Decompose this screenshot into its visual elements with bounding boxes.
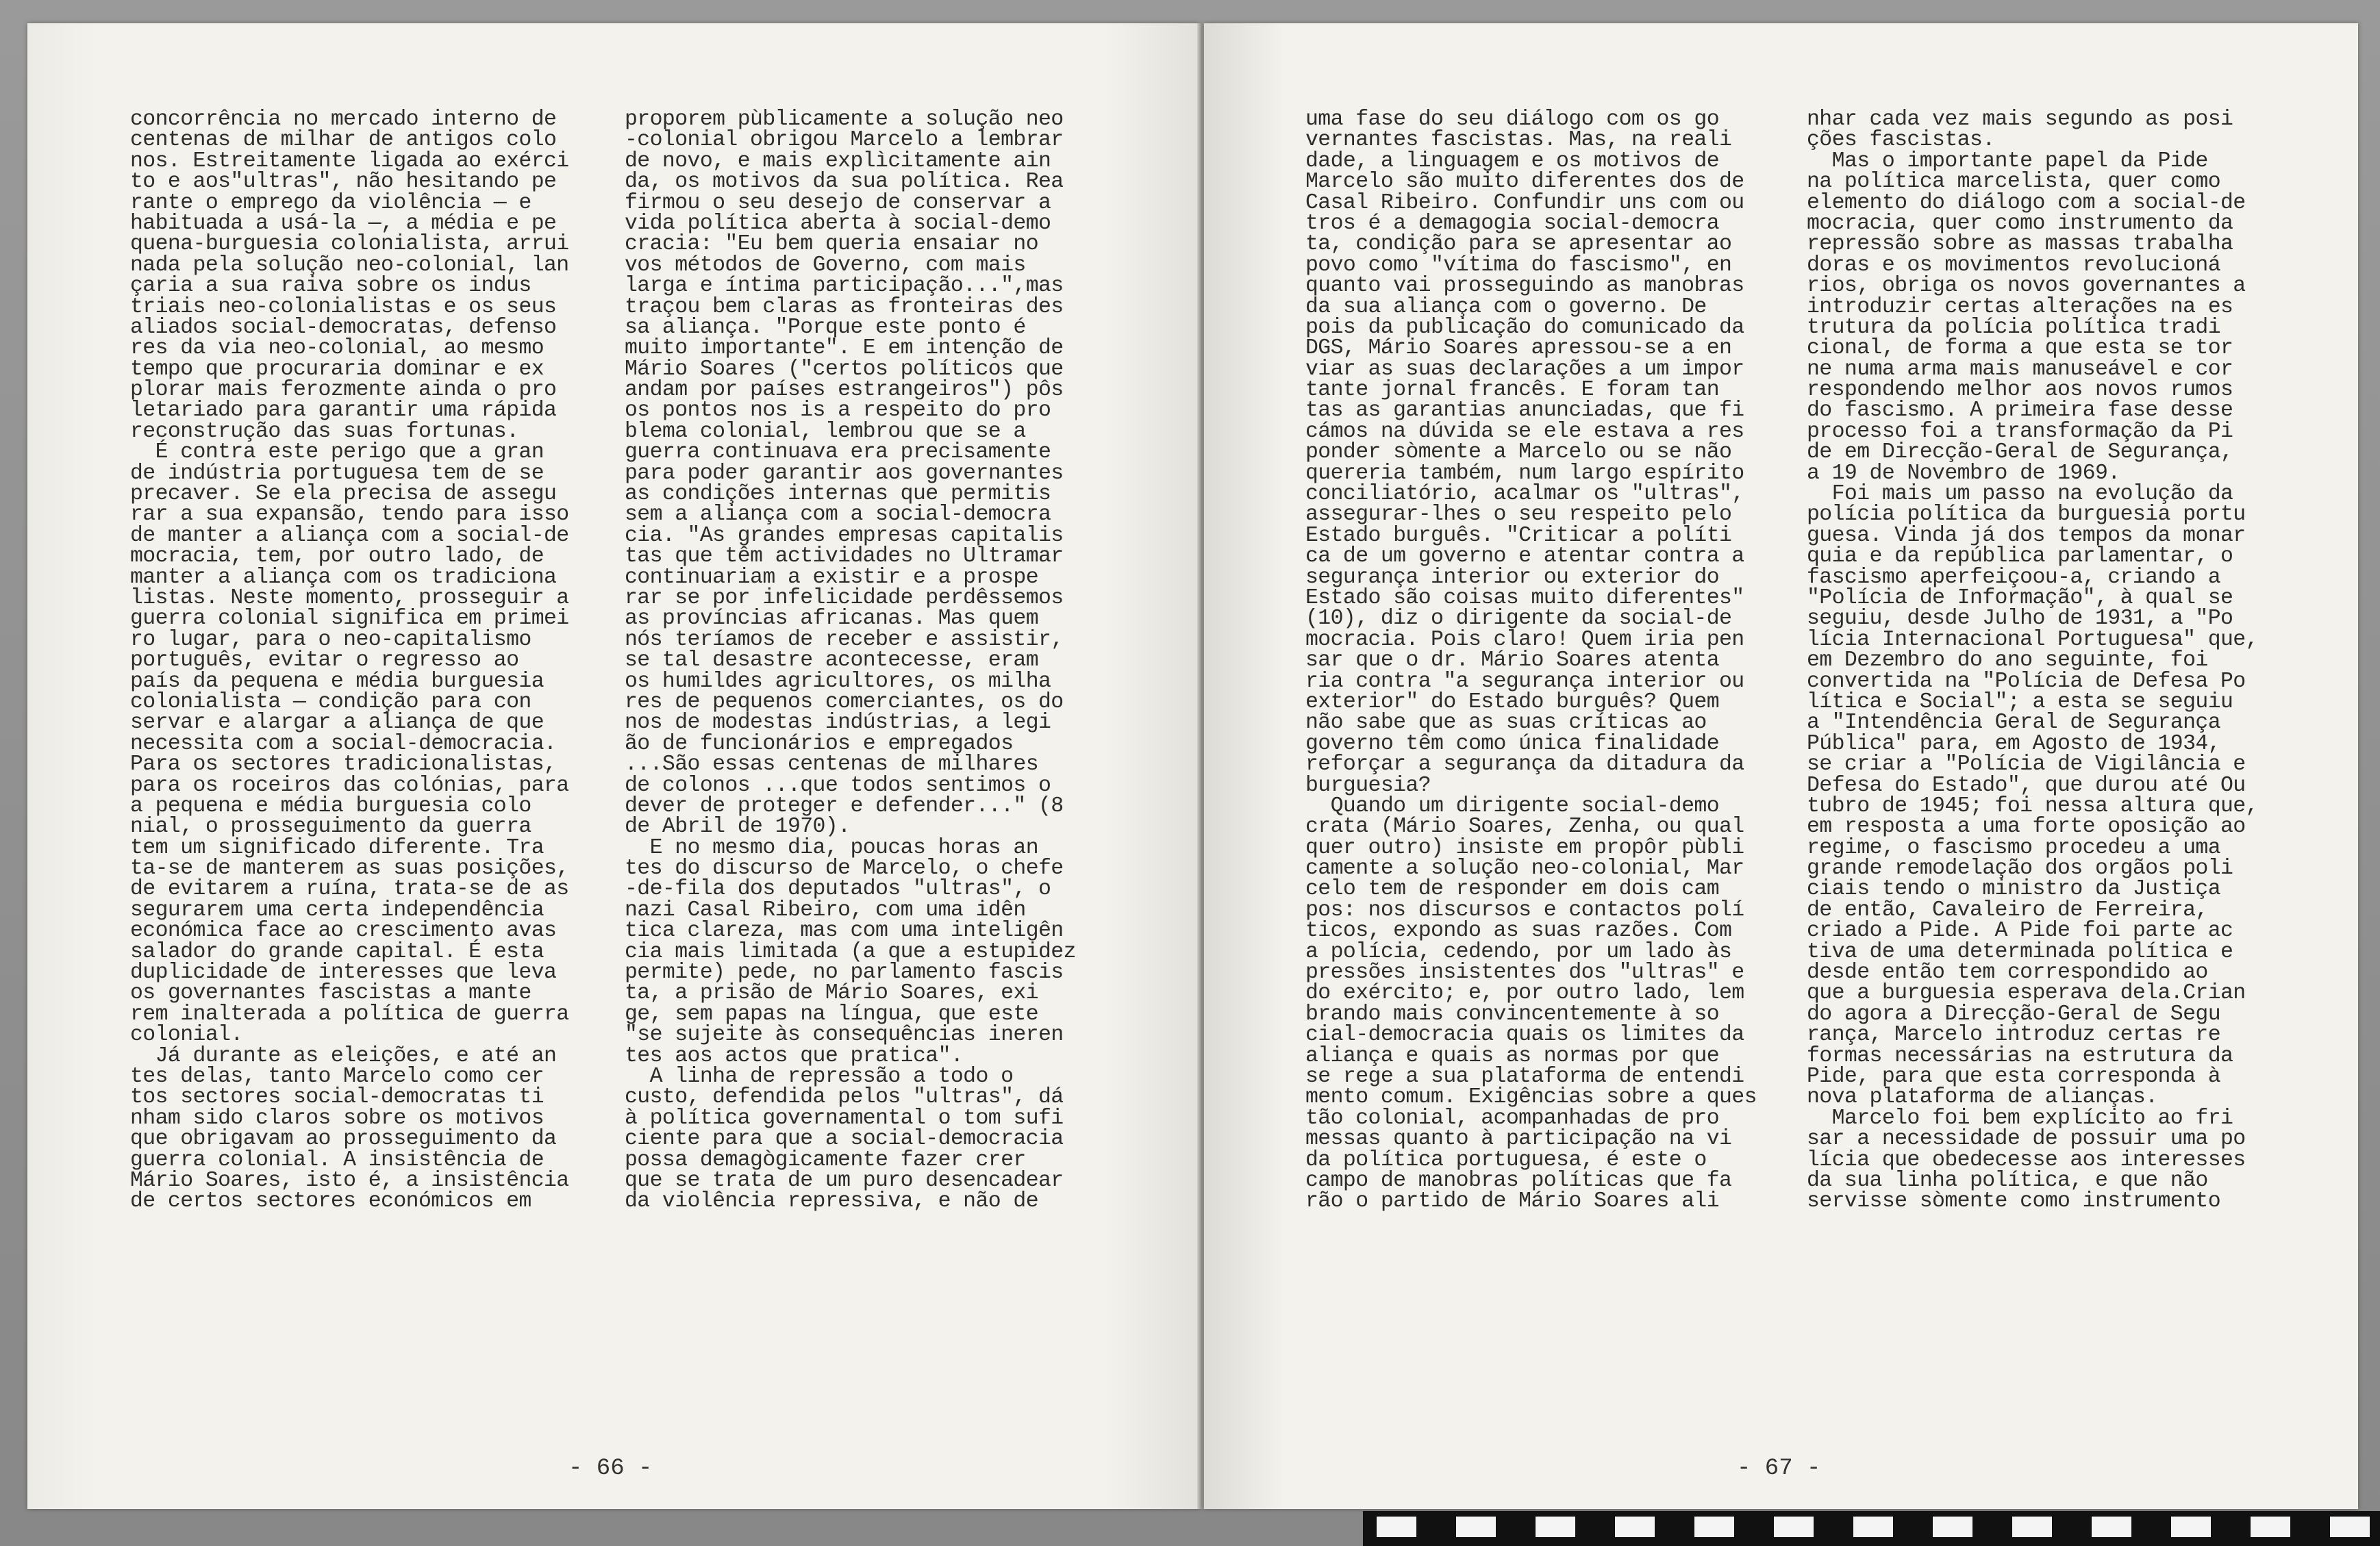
text-line: colonial. [130,1023,243,1048]
text-line: ão de funcionários e empregados [625,731,1014,756]
text-line: dade, a linguagem e os motivos de [1305,149,1720,173]
page-number: - 67 - [1737,1456,1821,1482]
text-line: tão colonial, acompanhadas de pro [1305,1106,1720,1130]
text-line: a 19 de Novembro de 1969. [1807,461,2120,485]
text-line: (10), diz o dirigente da social-de [1305,607,1732,631]
text-line: de evitarem a ruína, trata-se de as [130,877,569,902]
text-line: A linha de repressão a todo o [625,1064,1014,1089]
text-line: tempo que procuraria dominar e ex [130,357,544,381]
text-line: que obrigavam ao prosseguimento da [130,1127,557,1152]
text-line: Para os sectores tradicionalistas, [130,752,557,777]
text-line: centenas de milhar de antigos colo [130,128,557,153]
text-line: fascismo aperfeiçoou-a, criando a [1807,565,2221,590]
text-line: para poder garantir aos governantes [625,461,1064,485]
text-line: de manter a aliança com a social-de [130,523,569,548]
text-line: cional, de forma a que esta se tor [1807,336,2233,361]
text-line: a "Intendência Geral de Segurança [1807,711,2221,735]
text-line: pois da publicação do comunicado da [1305,315,1744,340]
text-line: tem um significado diferente. Tra [130,835,544,860]
text-line: traçou bem claras as fronteiras des [625,294,1064,319]
right-page-column-1 [1305,107,1785,1214]
text-line: mocracia, quer como instrumento da [1807,211,2233,236]
text-line: nos. Estreitamente ligada ao exérci [130,149,569,173]
text-line: proporem pùblicamente a solução neo [625,107,1064,131]
text-line: da política portuguesa, é este o [1305,1148,1707,1172]
text-line: tica clareza, mas com uma inteligên [625,919,1064,943]
text-line: nós teríamos de receber e assistir, [625,627,1064,652]
text-line: ro lugar, para o neo-capitalismo [130,627,531,652]
text-line: ca de um governo e atentar contra a [1305,544,1744,569]
text-line: firmou o seu desejo de conservar a [625,190,1051,215]
text-line: sa aliança. "Porque este ponto é [625,315,1026,340]
text-line: permite) pede, no parlamento fascis [625,961,1064,985]
text-line: de indústria portuguesa tem de se [130,461,544,485]
text-line: nazi Casal Ribeiro, com uma idên [625,898,1026,922]
text-line: da sua aliança com o governo. De [1305,294,1707,319]
text-line: camente a solução neo-colonial, Mar [1305,857,1744,881]
text-line: os pontos nos is a respeito do pro [625,398,1051,423]
text-line: sar a necessidade de possuir uma po [1807,1127,2246,1152]
ruler-segment [2330,1517,2370,1537]
text-line: custo, defendida pelos "ultras", dá [625,1085,1064,1110]
text-line: -colonial obrigou Marcelo a lembrar [625,128,1064,153]
text-line: cia. "As grandes empresas capitalis [625,523,1064,548]
text-line: cia mais limitada (a que a estupidez [625,939,1076,964]
text-line: assegurar-lhes o seu respeito pelo [1305,503,1732,527]
text-line: de em Direcção-Geral de Segurança, [1807,440,2233,465]
ruler-segment [1377,1517,1416,1537]
text-line: quereria também, num largo espírito [1305,461,1744,485]
text-line: ta-se de manterem as suas posições, [130,857,569,881]
text-line: sar que o dr. Mário Soares atenta [1305,648,1720,673]
text-line: -de-fila dos deputados "ultras", o [625,877,1051,902]
text-line: nham sido claros sobre os motivos [130,1106,544,1130]
text-line: governo têm como única finalidade [1305,731,1720,756]
text-line: mocracia, tem, por outro lado, de [130,544,544,569]
text-line: do fascismo. A primeira fase desse [1807,398,2233,423]
text-line: quia e da república parlamentar, o [1807,544,2233,569]
text-line: de certos sectores económicos em [130,1189,531,1214]
text-line: guerra continuava era precisamente [625,440,1051,465]
text-line: plorar mais ferozmente ainda o pro [130,378,557,403]
text-line: Estado burguês. "Criticar a políti [1305,523,1732,548]
text-line: ta, condição para se apresentar ao [1305,232,1732,257]
text-line: Quando um dirigente social-demo [1305,794,1720,818]
text-line: É contra este perigo que a gran [130,440,544,465]
ruler-segment [2171,1517,2211,1537]
text-line: "Polícia de Informação", à qual se [1807,585,2233,610]
text-line: rar se por infelicidade perdêssemos [625,585,1064,610]
text-line: Marcelo são muito diferentes dos de [1305,170,1744,194]
text-line: pos: nos discursos e contactos polí [1305,898,1744,922]
text-line: conciliatório, acalmar os "ultras", [1305,482,1744,507]
text-line: tos sectores social-democratas ti [130,1085,544,1110]
text-line: triais neo-colonialistas e os seus [130,294,557,319]
text-line: grande remodelação dos orgãos poli [1807,857,2233,881]
text-line: mocracia. Pois claro! Quem iria pen [1305,627,1744,652]
text-line: servar e alargar a aliança de que [130,711,544,735]
ruler-segment [2092,1517,2131,1537]
text-line: aliados social-democratas, defenso [130,315,557,340]
text-line: Estado são coisas muito diferentes" [1305,585,1744,610]
text-line: larga e íntima participação...",mas [625,274,1064,299]
text-line: res da via neo-colonial, ao mesmo [130,336,544,361]
text-line: letariado para garantir uma rápida [130,398,557,423]
ruler-segment [1536,1517,1575,1537]
text-line: vernantes fascistas. Mas, na reali [1305,128,1732,153]
text-line: continuariam a existir e a prospe [625,565,1039,590]
text-line: de Abril de 1970). [625,815,851,839]
page-number: - 66 - [568,1456,653,1482]
text-line: reforçar a segurança da ditadura da [1305,752,1744,777]
text-line: nova plataforma de alianças. [1807,1085,2158,1110]
text-line: os governantes fascistas a mante [130,981,531,1006]
text-line: não sabe que as suas críticas ao [1305,711,1707,735]
text-line: habituada a usá-la —, a média e pe [130,211,557,236]
text-line: desde então tem correspondido ao [1807,961,2208,985]
text-line: segurança interior ou exterior do [1305,565,1720,590]
text-line: elemento do diálogo com a social-de [1807,190,2246,215]
text-line: reconstrução das suas fortunas. [130,419,519,444]
text-line: ciais tendo o ministro da Justiça [1807,877,2221,902]
text-line: que a burguesia esperava dela.Crian [1807,981,2246,1006]
text-line: criado a Pide. A Pide foi parte ac [1807,919,2233,943]
text-line: Mário Soares, isto é, a insistência [130,1168,569,1193]
text-line: lítica e Social"; a esta se seguiu [1807,689,2233,714]
text-line: tiva de uma determinada política e [1807,939,2233,964]
text-line: colonialista — condição para con [130,689,531,714]
text-line: guerra colonial significa em primei [130,607,569,631]
text-line: na política marcelista, quer como [1807,170,2221,194]
text-line: nada pela solução neo-colonial, lan [130,253,569,277]
text-line: tas as garantias anunciadas, que fi [1305,398,1744,423]
text-line: rão o partido de Mário Soares ali [1305,1189,1720,1214]
text-line: rança, Marcelo introduz certas re [1807,1023,2221,1048]
text-line: repressão sobre as massas trabalha [1807,232,2233,257]
text-line: português, evitar o regresso ao [130,648,519,673]
text-line: sem a aliança com a social-democra [625,503,1051,527]
right-page [1204,23,2358,1509]
text-line: cámos na dúvida se ele estava a res [1305,419,1744,444]
text-line: polícia política da burguesia portu [1807,503,2246,527]
text-line: ...São essas centenas de milhares [625,752,1039,777]
text-line: precaver. Se ela precisa de assegu [130,482,557,507]
text-line: quanto vai prosseguindo as manobras [1305,274,1744,299]
text-line: muito importante". E em intenção de [625,336,1064,361]
text-line: a polícia, cedendo, por um lado às [1305,939,1732,964]
text-line: E no mesmo dia, poucas horas an [625,835,1039,860]
text-line: blema colonial, lembrou que se a [625,419,1026,444]
ruler-segment [1933,1517,1972,1537]
text-line: povo como "vítima do fascismo", en [1305,253,1732,277]
text-line: necessita com a social-democracia. [130,731,557,756]
text-line: se rege a sua plataforma de entendi [1305,1064,1744,1089]
text-line: vos métodos de Governo, com mais [625,253,1026,277]
ruler-segment [1615,1517,1655,1537]
text-line: mento comum. Exigências sobre a ques [1305,1085,1757,1110]
text-line: campo de manobras políticas que fa [1305,1168,1732,1193]
ruler-segment [1694,1517,1734,1537]
text-line: a pequena e média burguesia colo [130,794,531,818]
text-line: andam por países estrangeiros") pôs [625,378,1064,403]
left-page-column-1 [130,107,610,1214]
text-line: os humildes agricultores, os milha [625,669,1051,694]
left-page [27,23,1200,1509]
text-line: se criar a "Polícia de Vigilância e [1807,752,2246,777]
text-line: ria contra "a segurança interior ou [1305,669,1744,694]
ruler-segment [2251,1517,2290,1537]
text-line: da, os motivos da sua política. Rea [625,170,1064,194]
text-line: to e aos"ultras", não hesitando pe [130,170,557,194]
text-line: processo foi a transformação da Pi [1807,419,2233,444]
text-line: crata (Mário Soares, Zenha, ou qual [1305,815,1744,839]
text-line: "se sujeite às consequências ineren [625,1023,1064,1048]
text-line: rar a sua expansão, tendo para isso [130,503,569,527]
text-line: trutura da polícia política tradi [1807,315,2221,340]
text-line: para os roceiros das colónias, para [130,773,569,798]
text-line: segurarem uma certa independência [130,898,544,922]
ruler-segment [1853,1517,1893,1537]
text-line: Mas o importante papel da Pide [1807,149,2208,173]
text-line: ciente para que a social-democracia [625,1127,1064,1152]
text-line: de então, Cavaleiro de Ferreira, [1807,898,2208,922]
text-line: nhar cada vez mais segundo as posi [1807,107,2233,131]
text-line: ticos, expondo as suas razões. Com [1305,919,1732,943]
text-line: dever de proteger e defender..." (8 [625,794,1064,818]
text-line: da sua linha política, e que não [1807,1168,2208,1193]
text-line: cial-democracia quais os limites da [1305,1023,1744,1048]
text-line: viar as suas declarações a um impor [1305,357,1744,381]
text-line: Marcelo foi bem explícito ao fri [1807,1106,2233,1130]
text-line: Mário Soares ("certos políticos que [625,357,1064,381]
text-line: as províncias africanas. Mas quem [625,607,1039,631]
text-line: tros é a demagogia social-democra [1305,211,1720,236]
text-line: ções fascistas. [1807,128,1995,153]
text-line: em resposta a uma forte oposição ao [1807,815,2246,839]
text-line: de colonos ...que todos sentimos o [625,773,1051,798]
text-line: quena-burguesia colonialista, arrui [130,232,569,257]
text-line: çaria a sua raiva sobre os indus [130,274,531,299]
text-line: Pide, para que esta corresponda à [1807,1064,2221,1089]
text-line: listas. Neste momento, prosseguir a [130,585,569,610]
text-line: tante jornal francês. E foram tan [1305,378,1720,403]
text-line: do agora a Direcção-Geral de Segu [1807,1002,2221,1026]
text-line: vida política aberta à social-demo [625,211,1051,236]
text-line: em Dezembro do ano seguinte, foi [1807,648,2208,673]
ruler-segment [1774,1517,1814,1537]
text-line: tas que têm actividades no Ultramar [625,544,1064,569]
text-line: uma fase do seu diálogo com os go [1305,107,1720,131]
ruler-segment [2012,1517,2052,1537]
text-line: convertida na "Polícia de Defesa Po [1807,669,2246,694]
text-line: formas necessárias na estrutura da [1807,1043,2233,1068]
text-line: económica face ao crescimento avas [130,919,557,943]
text-line: rante o emprego da violência — e [130,190,531,215]
text-line: pressões insistentes dos "ultras" e [1305,961,1744,985]
text-line: de novo, e mais explìcitamente ain [625,149,1051,173]
text-line: da violência repressiva, e não de [625,1189,1039,1214]
text-line: país da pequena e média burguesia [130,669,544,694]
text-line: lícia que obedecesse aos interesses [1807,1148,2246,1172]
text-line: à política governamental o tom sufi [625,1106,1064,1130]
text-line: possa demagògicamente fazer crer [625,1148,1026,1172]
text-line: ge, sem papas na língua, que este [625,1002,1039,1026]
text-line: Foi mais um passo na evolução da [1807,482,2233,507]
text-line: regime, o fascismo procedeu a uma [1807,835,2221,860]
text-line: concorrência no mercado interno de [130,107,557,131]
text-line: lícia Internacional Portuguesa" que, [1807,627,2258,652]
text-line: doras e os movimentos revolucioná [1807,253,2221,277]
text-line: DGS, Mário Soares apressou-se a en [1305,336,1732,361]
text-line: messas quanto à participação na vi [1305,1127,1732,1152]
text-line: Já durante as eleições, e até an [130,1043,557,1068]
text-line: tes delas, tanto Marcelo como cer [130,1064,544,1089]
text-line: cracia: "Eu bem queria ensaiar no [625,232,1039,257]
text-line: res de pequenos comerciantes, os do [625,689,1064,714]
text-line: aliança e quais as normas por que [1305,1043,1720,1068]
text-line: as condições internas que permitis [625,482,1051,507]
text-line: introduzir certas alterações na es [1807,294,2233,319]
text-line: rios, obriga os novos governantes a [1807,274,2246,299]
text-line: se tal desastre acontecesse, eram [625,648,1039,673]
text-line: Defesa do Estado", que durou até Ou [1807,773,2246,798]
text-line: burguesia? [1305,773,1431,798]
text-line: exterior" do Estado burguês? Quem [1305,689,1720,714]
text-line: salador do grande capital. É esta [130,939,544,964]
text-line: seguiu, desde Julho de 1931, a "Po [1807,607,2233,631]
text-line: tubro de 1945; foi nessa altura que, [1807,794,2258,818]
text-line: quer outro) insiste em propôr pùbli [1305,835,1744,860]
text-line: guerra colonial. A insistência de [130,1148,544,1172]
text-line: brando mais convincentemente à so [1305,1002,1720,1026]
text-line: Casal Ribeiro. Confundir uns com ou [1305,190,1744,215]
text-line: rem inalterada a política de guerra [130,1002,569,1026]
text-line: nos de modestas indústrias, a legi [625,711,1051,735]
left-page-column-2 [625,107,1104,1214]
text-line: respondendo melhor aos novos rumos [1807,378,2233,403]
text-line: celo tem de responder em dois cam [1305,877,1720,902]
text-line: ponder sòmente a Marcelo ou se não [1305,440,1732,465]
scale-ruler [1363,1511,2380,1546]
text-line: tes do discurso de Marcelo, o chefe [625,857,1064,881]
text-line: nial, o prosseguimento da guerra [130,815,531,839]
text-line: Pública" para, em Agosto de 1934, [1807,731,2221,756]
text-line: manter a aliança com os tradiciona [130,565,557,590]
text-line: tes aos actos que pratica". [625,1043,964,1068]
text-line: ta, a prisão de Mário Soares, exi [625,981,1039,1006]
text-line: servisse sòmente como instrumento [1807,1189,2221,1214]
right-page-column-2 [1807,107,2286,1214]
text-line: ne numa arma mais manuseável e cor [1807,357,2233,381]
text-line: que se trata de um puro desencadear [625,1168,1064,1193]
ruler-segment [1456,1517,1496,1537]
text-line: guesa. Vinda já dos tempos da monar [1807,523,2246,548]
text-line: do exército; e, por outro lado, lem [1305,981,1744,1006]
text-line: duplicidade de interesses que leva [130,961,557,985]
